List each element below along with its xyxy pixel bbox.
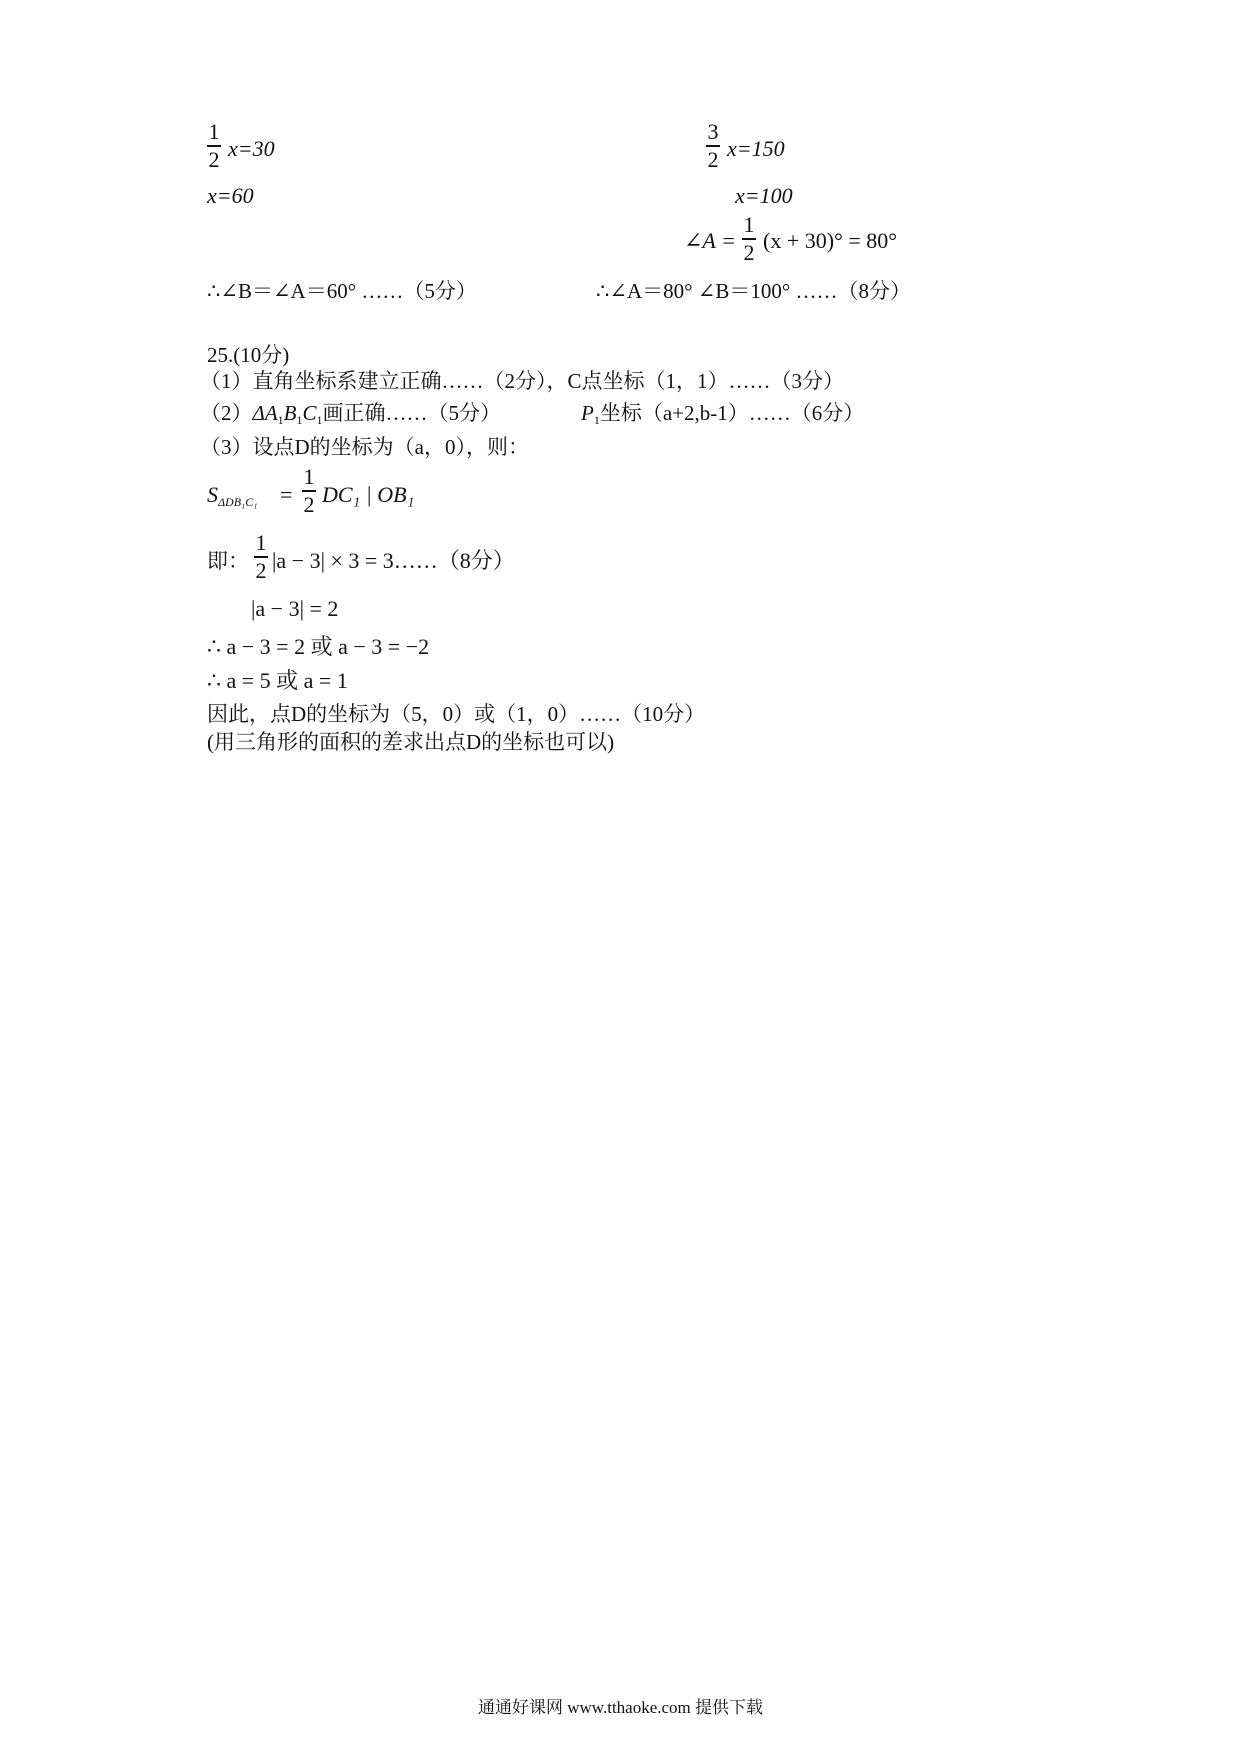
therefore-line-2: ∴ a = 5 或 a = 1 xyxy=(207,668,348,693)
point-p-coords: 坐标（a+2,b-1）……（6分） xyxy=(599,401,865,425)
fraction-half-area xyxy=(302,466,316,516)
part-2 xyxy=(200,400,501,433)
equation-right-2: x=100 xyxy=(735,183,793,208)
alternative-note: (用三角形的面积的差求出点D的坐标也可以) xyxy=(207,730,615,754)
equation-left-1: x=30 xyxy=(228,136,275,161)
conclusion-right: ∴∠A＝80° ∠B＝100° ……（8分） xyxy=(596,279,912,303)
conclusion-left: ∴∠B＝∠A＝60° ……（5分） xyxy=(207,279,477,303)
fraction-numerator: 1 xyxy=(208,119,220,144)
absolute-equation: |a − 3| = 2 xyxy=(251,596,339,621)
area-s: S xyxy=(207,482,218,507)
fraction-numerator: 3 xyxy=(707,119,719,144)
area-subscript: ΔDB₁C₁ xyxy=(218,495,258,509)
subscript: 1 xyxy=(593,413,600,427)
ji-rest: |a − 3| × 3 = 3……（8分） xyxy=(272,548,515,573)
triangle-a: ΔA xyxy=(252,401,278,425)
equation-right-1: x=150 xyxy=(727,136,785,161)
question-header: 25.(10分) xyxy=(207,343,290,367)
fraction-denominator: 2 xyxy=(707,146,719,172)
part-2-p1 xyxy=(581,400,864,433)
fraction-three-halves xyxy=(706,121,720,171)
fraction-half-ji xyxy=(254,532,268,582)
vertex-c: C xyxy=(302,401,317,425)
equation-angle-a-prefix: ∠A = xyxy=(684,228,736,253)
fraction-half-right xyxy=(742,214,756,264)
ji-label: 即： xyxy=(207,549,249,573)
fraction-half-left xyxy=(207,121,221,171)
therefore-line-1: ∴ a − 3 = 2 或 a − 3 = −2 xyxy=(207,634,430,659)
equation-angle-a-rest: (x + 30)° = 80° xyxy=(763,228,898,253)
part-1: （1）直角坐标系建立正确……（2分），C点坐标（1，1）……（3分） xyxy=(200,369,845,393)
point-p: P xyxy=(581,401,594,425)
equation-left-2: x=60 xyxy=(207,183,254,208)
subscript: 1 xyxy=(316,413,323,427)
footer-source: 通通好课网 www.tthaoke.com 提供下载 xyxy=(478,1698,764,1717)
fraction-denominator: 2 xyxy=(255,557,267,583)
fraction-numerator: 1 xyxy=(303,464,315,489)
area-equals: = xyxy=(280,482,293,507)
subscript: 1 xyxy=(296,413,303,427)
fraction-numerator: 1 xyxy=(255,530,267,555)
subscript: 1 xyxy=(277,413,284,427)
fraction-denominator: 2 xyxy=(743,239,755,265)
fraction-denominator: 2 xyxy=(208,146,220,172)
final-conclusion: 因此，点D的坐标为（5，0）或（1，0）……（10分） xyxy=(207,702,706,726)
fraction-denominator: 2 xyxy=(303,491,315,517)
area-rest: DC₁ | OB₁ xyxy=(322,482,415,507)
part-2-prefix: （2） xyxy=(200,401,253,425)
area-symbol xyxy=(207,482,257,515)
fraction-numerator: 1 xyxy=(743,212,755,237)
vertex-b: B xyxy=(283,401,297,425)
part-3: （3）设点D的坐标为（a，0），则： xyxy=(200,435,529,459)
part-2-suffix: 画正确……（5分） xyxy=(322,401,501,425)
